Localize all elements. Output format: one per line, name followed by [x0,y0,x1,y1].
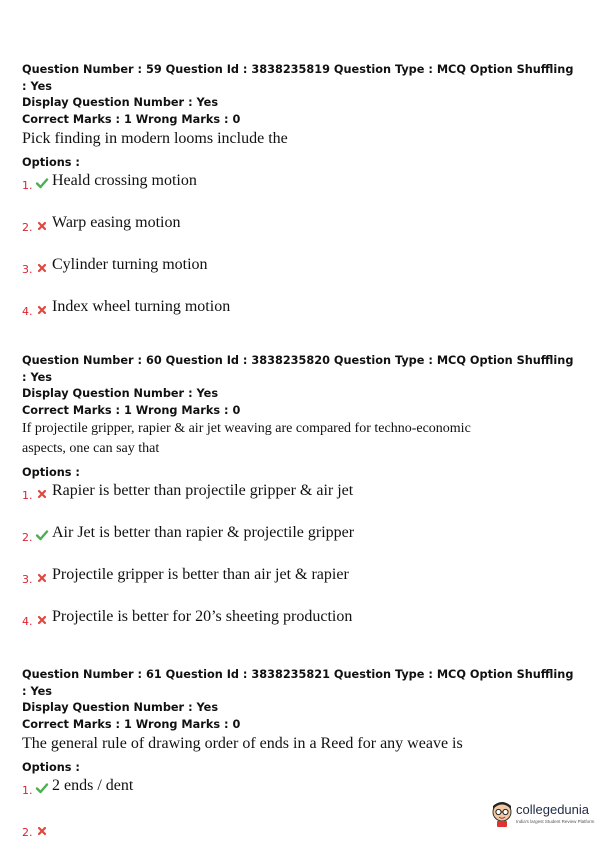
marks-line: Correct Marks : 1 Wrong Marks : 0 [22,112,241,126]
option-4 [22,607,577,649]
logo-tagline: India's largest Student Review Platform [516,819,595,824]
question-text-line-1: If projectile gripper, rapier & air jet weaving are compared for techno-economic [22,421,471,436]
check-icon [35,528,49,542]
cross-icon [35,218,49,232]
options-label: Options : [22,156,80,169]
option-text: Heald crossing motion [52,172,197,189]
option-2 [22,213,577,255]
option-text: Projectile gripper is better than air jet & rapier [52,566,349,583]
cross-icon [35,823,49,837]
option-text: Air Jet is better than rapier & projectile gripper [52,524,355,541]
question-text-line-2: aspects, one can say that [22,441,160,456]
question-60 [22,353,577,649]
logo-brand: collegedunia [516,802,590,817]
option-3 [22,255,577,297]
cross-icon [35,302,49,316]
option-number: 4. [22,615,33,628]
marks-line: Correct Marks : 1 Wrong Marks : 0 [22,717,241,731]
option-number: 3. [22,573,33,586]
option-2 [22,523,577,565]
option-text: Projectile is better for 20’s sheeting production [52,608,353,625]
options-label: Options : [22,466,80,479]
check-icon [35,176,49,190]
question-text: The general rule of drawing order of ends in a Reed for any weave is [22,735,463,752]
option-3 [22,565,577,607]
option-number: 2. [22,826,33,839]
question-59 [22,62,577,339]
option-4 [22,297,577,339]
question-header: Question Number : 59 Question Id : 3838235819 Question Type : MCQ Option Shuffling : Yes [22,63,574,93]
display-number-line: Display Question Number : Yes [22,96,219,109]
option-number: 1. [22,179,33,192]
cross-icon [35,612,49,626]
option-number: 1. [22,784,33,797]
option-text: Warp easing motion [52,214,181,231]
option-number: 2. [22,531,33,544]
display-number-line: Display Question Number : Yes [22,701,219,714]
question-text [22,419,577,459]
check-icon [35,781,49,795]
question-header: Question Number : 61 Question Id : 3838235821 Question Type : MCQ Option Shuffling : Yes [22,668,574,698]
option-number: 2. [22,221,33,234]
marks-line: Correct Marks : 1 Wrong Marks : 0 [22,403,241,417]
option-text: 2 ends / dent [52,777,134,794]
question-61 [22,667,577,860]
collegedunia-logo [490,800,595,830]
question-text: Pick finding in modern looms include the [22,130,288,147]
option-text: Index wheel turning motion [52,298,231,315]
option-text: Rapier is better than projectile gripper & air jet [52,482,354,499]
cross-icon [35,260,49,274]
option-text: Cylinder turning motion [52,256,208,273]
option-number: 4. [22,305,33,318]
option-number: 1. [22,489,33,502]
display-number-line: Display Question Number : Yes [22,387,219,400]
option-1 [22,171,577,213]
options-label: Options : [22,761,80,774]
option-1 [22,481,577,523]
mascot-icon [490,800,514,828]
question-header: Question Number : 60 Question Id : 3838235820 Question Type : MCQ Option Shuffling : Yes [22,354,574,384]
cross-icon [35,486,49,500]
option-number: 3. [22,263,33,276]
cross-icon [35,570,49,584]
